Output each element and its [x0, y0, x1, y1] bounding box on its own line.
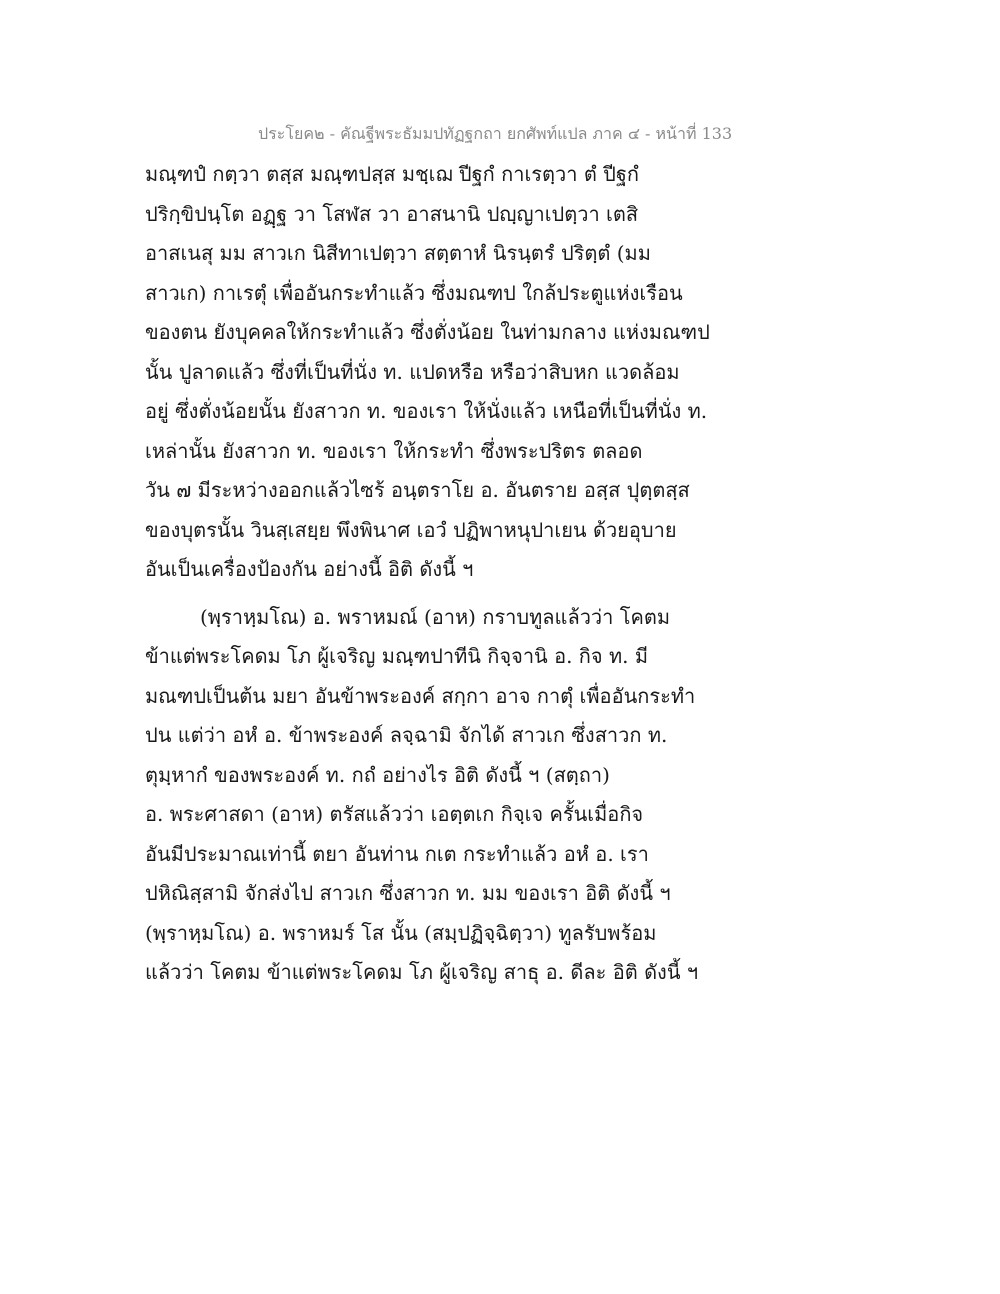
text-line: นั้น ปูลาดแล้ว ซึ่งที่เป็นที่นั่ง ท. แปดหรือ หรือว่าสิบหก แวดล้อม — [145, 359, 680, 384]
text-line: เหล่านั้น ยังสาวก ท. ของเรา ให้กระทำ ซึ่งพระปริตร ตลอด — [145, 438, 643, 463]
text-line: แล้วว่า โคตม ข้าแต่พระโคดม โภ ผู้เจริญ สาธุ อ. ดีละ อิติ ดังนี้ ฯ — [145, 960, 699, 984]
text-line: (พฺราหฺมโณ) อ. พราหมร์ โส นั้น (สมฺปฏิจฺฉิตฺวา) ทูลรับพร้อม — [145, 920, 657, 945]
page-header: ประโยค๒ - คัณฐีพระธัมมปทัฏฐกถา ยกศัพท์แปล ภาค ๔ - หน้าที่ 133 — [258, 124, 733, 143]
text-line: อันมีประมาณเท่านี้ ตยา อันท่าน กเต กระทำแล้ว อหํ อ. เรา — [145, 841, 649, 866]
paragraph-2 — [145, 598, 725, 993]
text-line: อ. พระศาสดา (อาห) ตรัสแล้วว่า เอตฺตเก กิจฺเจ ครั้นเมื่อกิจ — [145, 802, 644, 826]
text-line: ปหิณิสฺสามิ จักส่งไป สาวเก ซึ่งสาวก ท. มม ของเรา อิติ ดังนี้ ฯ — [145, 881, 671, 905]
document-body — [145, 155, 725, 993]
text-line: ปน แต่ว่า อหํ อ. ข้าพระองค์ ลจฺฉามิ จักได้ สาวเก ซึ่งสาวก ท. — [145, 723, 668, 747]
text-line: มณฑปเป็นต้น มยา อันข้าพระองค์ สกฺกา อาจ กาตุํ เพื่ออันกระทำ — [145, 683, 696, 708]
text-line: อาสเนสุ มม สาวเก นิสีทาเปตฺวา สตฺตาหํ นิรนฺตรํ ปริตฺตํ (มม — [145, 241, 651, 265]
text-line: อยู่ ซึ่งตั่งน้อยนั้น ยังสาวก ท. ของเรา ให้นั่งแล้ว เหนือที่เป็นที่นั่ง ท. — [145, 399, 708, 423]
text-line: ของตน ยังบุคคลให้กระทำแล้ว ซึ่งตั่งน้อย ในท่ามกลาง แห่งมณฑป — [145, 320, 710, 344]
text-line: ปริกฺขิปนฺโต อฏฺฐ วา โสฬส วา อาสนานิ ปญฺญาเปตฺวา เตสิ — [145, 201, 639, 226]
text-line: ของบุตรนั้น วินสฺเสยฺย พึงพินาศ เอวํ ปฏิพาหนุปาเยน ด้วยอุบาย — [145, 517, 677, 542]
text-line: อันเป็นเครื่องป้องกัน อย่างนี้ อิติ ดังนี้ ฯ — [145, 557, 474, 581]
text-line: มณฺฑปํ กตฺวา ตสฺส มณฺฑปสฺส มชฺเฌ ปีฐกํ กาเรตฺวา ตํ ปีฐกํ — [145, 162, 640, 186]
paragraph-1 — [145, 155, 725, 590]
text-line: วัน ๗ มีระหว่างออกแล้วไซร้ อนฺตราโย อ. อันตราย อสฺส ปุตฺตสฺส — [145, 478, 690, 502]
text-line: (พฺราหฺมโณ) อ. พราหมณ์ (อาห) กราบทูลแล้วว่า โคตม — [200, 604, 671, 629]
text-line: ข้าแต่พระโคดม โภ ผู้เจริญ มณฺฑปาทีนิ กิจฺจานิ อ. กิจ ท. มี — [145, 644, 649, 668]
text-line: ตุมฺหากํ ของพระองค์ ท. กถํ อย่างไร อิติ ดังนี้ ฯ (สตฺถา) — [145, 762, 610, 787]
text-line: สาวเก) กาเรตุํ เพื่ออันกระทำแล้ว ซึ่งมณฑป ใกล้ประตูแห่งเรือน — [145, 280, 683, 305]
